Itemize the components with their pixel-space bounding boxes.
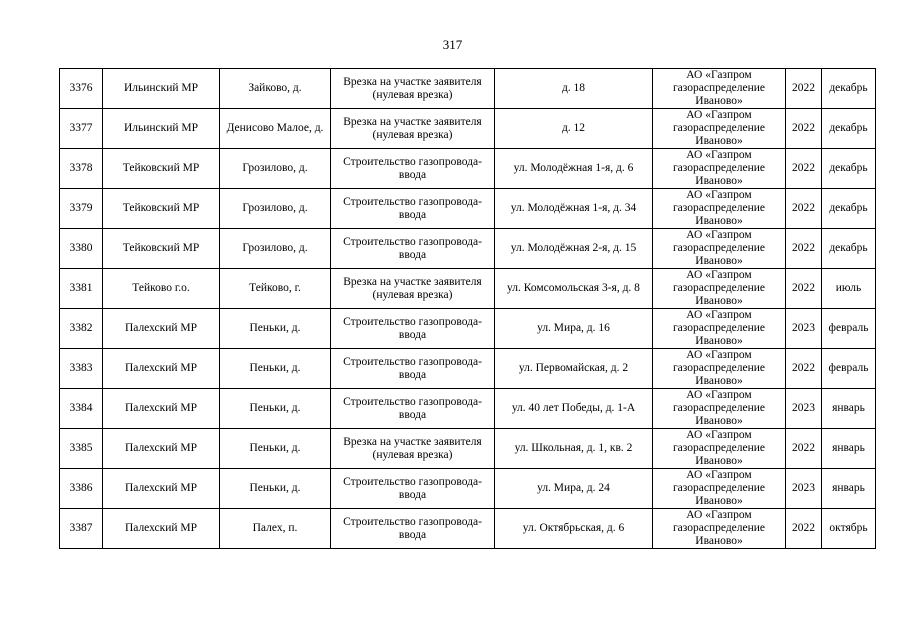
cell-organization: АО «Газпром газораспределение Иваново» (653, 109, 786, 149)
cell-month: октябрь (822, 509, 876, 549)
cell-settlement: Пеньки, д. (220, 469, 331, 509)
cell-work-type: Строительство газопровода-ввода (331, 389, 495, 429)
cell-settlement: Пеньки, д. (220, 429, 331, 469)
cell-work-type: Врезка на участке заявителя (нулевая врезка) (331, 109, 495, 149)
cell-address: ул. Молодёжная 2-я, д. 15 (495, 229, 653, 269)
cell-work-type: Врезка на участке заявителя (нулевая врезка) (331, 69, 495, 109)
cell-district: Палехский МР (103, 389, 220, 429)
table-row (60, 69, 876, 109)
cell-work-type: Строительство газопровода-ввода (331, 189, 495, 229)
cell-district: Палехский МР (103, 429, 220, 469)
cell-organization: АО «Газпром газораспределение Иваново» (653, 509, 786, 549)
cell-address: ул. Комсомольская 3-я, д. 8 (495, 269, 653, 309)
cell-organization: АО «Газпром газораспределение Иваново» (653, 349, 786, 389)
cell-settlement: Палех, п. (220, 509, 331, 549)
cell-settlement: Денисово Малое, д. (220, 109, 331, 149)
cell-month: январь (822, 429, 876, 469)
cell-month: январь (822, 389, 876, 429)
cell-organization: АО «Газпром газораспределение Иваново» (653, 309, 786, 349)
cell-work-type: Строительство газопровода-ввода (331, 469, 495, 509)
table-row (60, 229, 876, 269)
table-body (60, 69, 876, 549)
cell-organization: АО «Газпром газораспределение Иваново» (653, 189, 786, 229)
cell-address: ул. Молодёжная 1-я, д. 6 (495, 149, 653, 189)
table-row (60, 389, 876, 429)
cell-organization: АО «Газпром газораспределение Иваново» (653, 389, 786, 429)
cell-district: Палехский МР (103, 349, 220, 389)
cell-year: 2022 (786, 509, 822, 549)
cell-settlement: Пеньки, д. (220, 309, 331, 349)
cell-year: 2022 (786, 109, 822, 149)
cell-month: июль (822, 269, 876, 309)
cell-number: 3385 (60, 429, 103, 469)
cell-month: декабрь (822, 149, 876, 189)
cell-year: 2022 (786, 429, 822, 469)
cell-number: 3377 (60, 109, 103, 149)
gasification-table (59, 68, 876, 549)
cell-number: 3380 (60, 229, 103, 269)
cell-number: 3383 (60, 349, 103, 389)
cell-address: ул. 40 лет Победы, д. 1-А (495, 389, 653, 429)
cell-district: Тейковский МР (103, 149, 220, 189)
cell-settlement: Пеньки, д. (220, 349, 331, 389)
cell-settlement: Грозилово, д. (220, 149, 331, 189)
cell-address: ул. Школьная, д. 1, кв. 2 (495, 429, 653, 469)
cell-settlement: Тейково, г. (220, 269, 331, 309)
cell-organization: АО «Газпром газораспределение Иваново» (653, 229, 786, 269)
cell-address: ул. Первомайская, д. 2 (495, 349, 653, 389)
cell-district: Тейковский МР (103, 229, 220, 269)
cell-district: Ильинский МР (103, 109, 220, 149)
cell-year: 2023 (786, 309, 822, 349)
cell-address: ул. Молодёжная 1-я, д. 34 (495, 189, 653, 229)
cell-number: 3379 (60, 189, 103, 229)
cell-work-type: Строительство газопровода-ввода (331, 349, 495, 389)
cell-work-type: Врезка на участке заявителя (нулевая врезка) (331, 429, 495, 469)
cell-work-type: Строительство газопровода-ввода (331, 509, 495, 549)
table-row (60, 109, 876, 149)
table-row (60, 349, 876, 389)
cell-year: 2022 (786, 149, 822, 189)
cell-organization: АО «Газпром газораспределение Иваново» (653, 429, 786, 469)
cell-number: 3381 (60, 269, 103, 309)
cell-work-type: Строительство газопровода-ввода (331, 309, 495, 349)
cell-district: Палехский МР (103, 309, 220, 349)
cell-district: Палехский МР (103, 469, 220, 509)
cell-address: ул. Мира, д. 24 (495, 469, 653, 509)
cell-address: ул. Октябрьская, д. 6 (495, 509, 653, 549)
cell-organization: АО «Газпром газораспределение Иваново» (653, 469, 786, 509)
cell-month: декабрь (822, 189, 876, 229)
cell-number: 3384 (60, 389, 103, 429)
cell-number: 3376 (60, 69, 103, 109)
cell-district: Ильинский МР (103, 69, 220, 109)
cell-district: Тейковский МР (103, 189, 220, 229)
cell-settlement: Грозилово, д. (220, 229, 331, 269)
table-row (60, 469, 876, 509)
cell-district: Тейково г.о. (103, 269, 220, 309)
cell-settlement: Пеньки, д. (220, 389, 331, 429)
cell-organization: АО «Газпром газораспределение Иваново» (653, 269, 786, 309)
table-row (60, 429, 876, 469)
table-row (60, 269, 876, 309)
cell-work-type: Врезка на участке заявителя (нулевая врезка) (331, 269, 495, 309)
cell-district: Палехский МР (103, 509, 220, 549)
table-row (60, 189, 876, 229)
cell-number: 3386 (60, 469, 103, 509)
cell-year: 2023 (786, 469, 822, 509)
table-row (60, 509, 876, 549)
cell-year: 2022 (786, 269, 822, 309)
cell-settlement: Зайково, д. (220, 69, 331, 109)
cell-year: 2022 (786, 229, 822, 269)
cell-month: февраль (822, 309, 876, 349)
cell-work-type: Строительство газопровода-ввода (331, 149, 495, 189)
cell-address: д. 12 (495, 109, 653, 149)
cell-work-type: Строительство газопровода-ввода (331, 229, 495, 269)
cell-number: 3378 (60, 149, 103, 189)
cell-settlement: Грозилово, д. (220, 189, 331, 229)
table-row (60, 149, 876, 189)
cell-year: 2022 (786, 349, 822, 389)
cell-address: ул. Мира, д. 16 (495, 309, 653, 349)
cell-month: декабрь (822, 229, 876, 269)
cell-organization: АО «Газпром газораспределение Иваново» (653, 69, 786, 109)
cell-number: 3387 (60, 509, 103, 549)
cell-month: февраль (822, 349, 876, 389)
cell-year: 2022 (786, 69, 822, 109)
cell-month: декабрь (822, 109, 876, 149)
cell-month: декабрь (822, 69, 876, 109)
cell-address: д. 18 (495, 69, 653, 109)
cell-year: 2022 (786, 189, 822, 229)
cell-number: 3382 (60, 309, 103, 349)
page-number: 317 (442, 37, 463, 52)
cell-month: январь (822, 469, 876, 509)
cell-year: 2023 (786, 389, 822, 429)
table-row (60, 309, 876, 349)
cell-organization: АО «Газпром газораспределение Иваново» (653, 149, 786, 189)
